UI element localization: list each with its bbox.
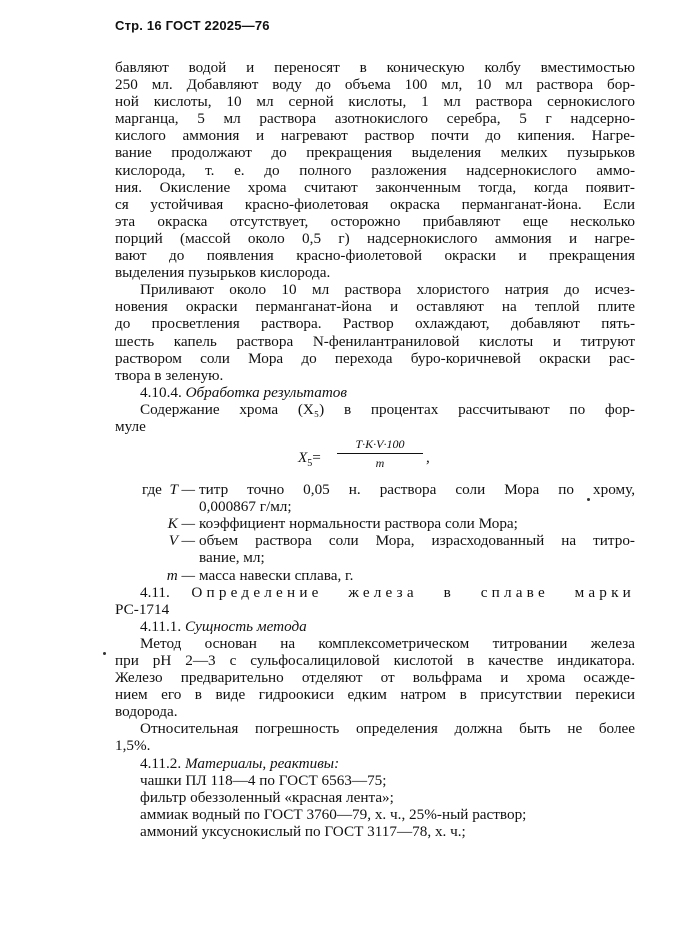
text-line: порций (массой около 0,5 г) надсернокислого аммония и нагре- [115,229,635,247]
margin-mark [103,652,106,655]
section-number: 4.11.1. [140,617,182,635]
text-line: марганца, 5 мл раствора азотнокислого серебра, 5 г надсерно- [115,110,635,128]
section-heading-4-11-1 [115,618,635,635]
definition-symbol [115,481,195,498]
formula-x5 [115,437,635,479]
symbol-text: T — [169,481,195,499]
text-line: 1,5%. [115,737,151,755]
heading-line: РС-1714 [115,600,170,618]
section-heading-4-10-4 [115,384,635,401]
text-line: шесть капель раствора N-фенилантраниловой кислоты и титруют [115,332,635,350]
definition-symbol [115,567,195,584]
text-line: новения окраски перманганат-йона и оставляют на теплой плите [115,298,635,316]
text-line: бавляют водой и переносят в коническую колбу вместимостью [115,59,635,76]
text-line: эта окраска отсутствует, осторожно прибавляют еще несколько [115,212,635,230]
section-heading-4-11 [115,584,635,618]
text-line: Железо предварительно отделяют от вольфрама и хрома осажде- [115,669,635,687]
paragraph-4 [115,635,635,720]
definition-item [115,515,635,532]
list-item: аммиак водный по ГОСТ 3760—79, х. ч., 25%-ный раствор; [140,805,527,823]
text-line: Содержание хрома (X₅) в процентах рассчитывают по фор- [140,400,635,418]
formula-fraction [337,437,423,470]
heading-line [115,584,635,601]
text-line: ной кислоты, 10 мл серной кислоты, 1 мл раствора сернокислого [115,93,635,111]
definition-text: объем раствора соли Мора, израсходованный на титро- [199,532,635,550]
paragraph-3 [115,401,635,435]
list-item: аммоний уксуснокислый по ГОСТ 3117—78, х. ч.; [140,822,466,840]
section-title: Определение железа в сплаве марки [191,583,635,601]
text-line: 250 мл. Добавляют воду до объема 100 мл, 10 мл раствора бор- [115,76,635,94]
section-number: 4.11. [140,583,170,601]
section-number: 4.11.2. [140,754,182,772]
paragraph-5 [115,720,635,754]
section-title: Материалы, реактивы: [185,754,340,772]
formula-subscript: 5 [307,458,313,470]
text-line: при pH 2—3 с сульфосалициловой кислотой в качестве индикатора. [115,652,635,669]
formula-numerator: T·K·V·100 [337,437,423,454]
document-body [115,59,635,840]
definition-text: титр точно 0,05 н. раствора соли Мора по хрому, [199,481,635,499]
definition-symbol [115,515,195,532]
definition-item [115,532,635,566]
materials-list [115,772,635,840]
definition-text: 0,000867 г/мл; [199,498,292,516]
symbol-text: V — [168,532,195,550]
where-label: где [141,481,162,499]
text-line: муле [115,417,146,435]
section-heading-4-11-2 [115,755,635,772]
paragraph-1 [115,59,635,281]
text-line: твора в зеленую. [115,366,224,384]
text-line: Метод основан на комплексометрическом титровании железа [140,634,635,652]
text-line: ся устойчивая красно-фиолетовая окраска перманганат-йона. Если [115,195,635,213]
symbol-text: m — [166,566,195,584]
formula-lhs [298,449,321,472]
definition-item [115,481,635,515]
definition-text: масса навески сплава, г. [199,566,354,584]
formula-equals: = [312,449,321,467]
list-item: чашки ПЛ 118—4 по ГОСТ 6563—75; [140,771,387,789]
text-line: вают до появления красно-фиолетовой окраски и прекращения [115,247,635,265]
page-header: Стр. 16 ГОСТ 22025—76 [115,18,270,33]
text-line: раствором соли Мора до перехода буро-коричневой окраски рас- [115,349,635,367]
text-line: выделения пузырьков кислорода. [115,264,331,282]
text-line: Приливают около 10 мл раствора хлористого натрия до исчез- [140,281,635,299]
text-line: кислого аммония и нагревают раствор почти до кипения. Нагре- [115,127,635,145]
symbol-text: K — [167,515,195,533]
definition-text: коэффициент нормальности раствора соли Мора; [199,515,518,533]
text-line: до просветления раствора. Раствор охлаждают, добавляют пять- [115,315,635,333]
text-line: вание продолжают до прекращения выделения мелких пузырьков [115,144,635,162]
speck-mark [587,498,590,501]
section-title: Сущность метода [185,617,307,635]
formula-comma: , [426,449,430,467]
section-title: Обработка результатов [185,383,347,401]
text-line: Относительная погрешность определения должна быть не более [140,720,635,738]
text-line: водорода. [115,703,178,721]
paragraph-2 [115,281,635,384]
definition-item [115,567,635,584]
definition-symbol [115,532,195,549]
text-line: ния. Окисление хрома считают законченным тогда, когда появит- [115,178,635,196]
section-number: 4.10.4. [140,383,182,401]
definitions-list [115,481,635,584]
text-line: кислорода, т. е. до полного разложения надсернокислого аммо- [115,161,635,179]
definition-text: вание, мл; [199,549,265,567]
list-item: фильтр обеззоленный «красная лента»; [140,788,394,806]
formula-variable: X [298,449,308,467]
text-line: нием его в виде гидроокиси едким натром в присутствии перекиси [115,686,635,704]
formula-denominator: m [375,456,385,471]
